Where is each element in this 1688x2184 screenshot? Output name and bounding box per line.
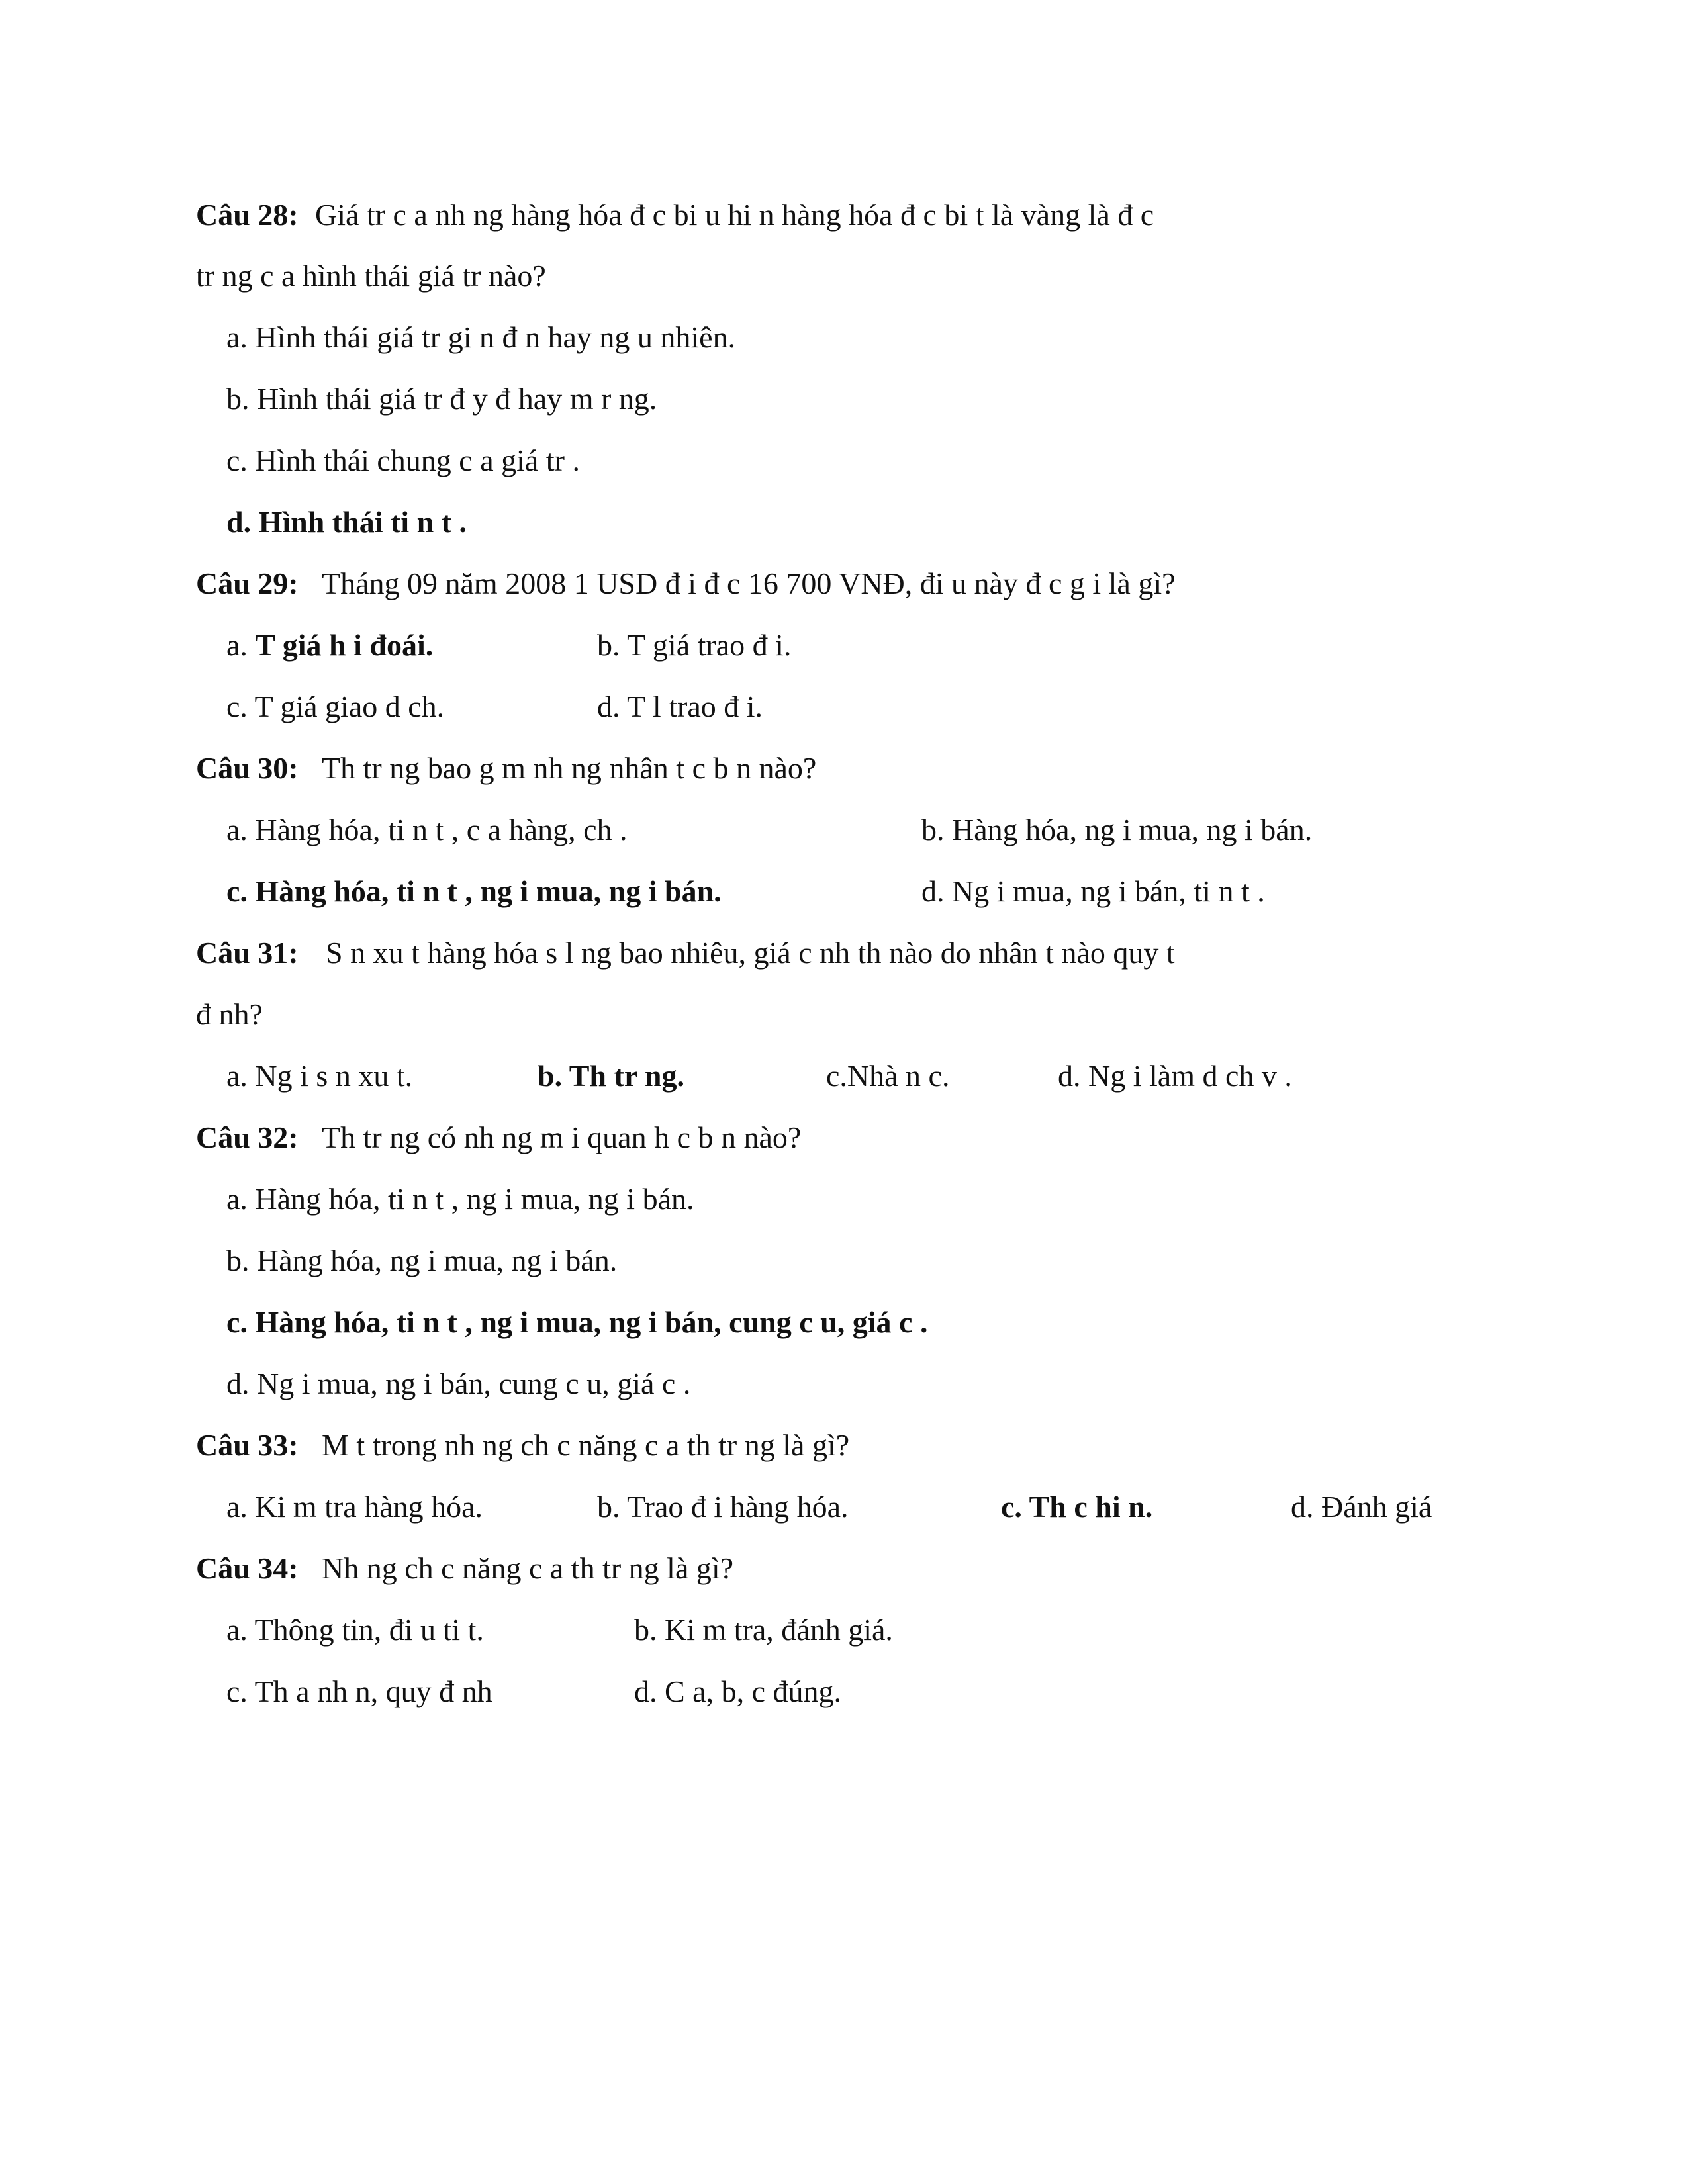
question-text: đ nh? [196, 997, 263, 1031]
answer-option: a. Ki m tra hàng hóa. [226, 1490, 483, 1524]
option-line [0, 619, 1688, 672]
question-text: Th tr ng có nh ng m i quan h c b n nào? [322, 1120, 802, 1154]
question-29 [0, 557, 1688, 610]
answer-option: c. Hình thái chung c a giá tr . [226, 443, 580, 477]
question-label: Câu 31: [196, 936, 299, 970]
answer-option: a. Hàng hóa, ti n t , ng i mua, ng i bán. [226, 1182, 694, 1216]
option-line [0, 1357, 1688, 1410]
correct-answer-option: c. Hàng hóa, ti n t , ng i mua, ng i bán. [226, 874, 722, 908]
question-28 [0, 189, 1688, 242]
answer-option: c. T giá giao d ch. [226, 690, 445, 723]
answer-option: d. Ng i mua, ng i bán, cung c u, giá c . [226, 1367, 691, 1400]
answer-option: c.Nhà n c. [826, 1059, 950, 1093]
option-line [0, 1665, 1688, 1718]
question-34 [0, 1542, 1688, 1595]
question-28-continued [0, 250, 1688, 302]
option-line [0, 1050, 1688, 1103]
question-text: Giá tr c a nh ng hàng hóa đ c bi u hi n hàng hóa đ c bi t là vàng là đ c [315, 198, 1154, 232]
question-31-continued [0, 988, 1688, 1041]
option-line [0, 373, 1688, 426]
question-text: tr ng c a hình thái giá tr nào? [196, 259, 546, 293]
answer-option: d. Ng i làm d ch v . [1058, 1059, 1292, 1093]
question-33 [0, 1419, 1688, 1472]
option-line [0, 1234, 1688, 1287]
option-line [0, 434, 1688, 487]
question-label: Câu 34: [196, 1551, 299, 1585]
question-label: Câu 28: [196, 198, 299, 232]
answer-option: c. Th a nh n, quy đ nh [226, 1674, 492, 1708]
question-32 [0, 1111, 1688, 1164]
answer-option: a. Thông tin, đi u ti t. [226, 1613, 484, 1647]
option-line [0, 1604, 1688, 1657]
correct-answer-option: d. Hình thái ti n t . [226, 505, 467, 539]
answer-option: d. T l trao đ i. [597, 690, 763, 723]
question-31 [0, 927, 1688, 979]
question-text: Tháng 09 năm 2008 1 USD đ i đ c 16 700 VNĐ, đi u này đ c g i là gì? [322, 567, 1176, 600]
answer-option: d. Ng i mua, ng i bán, ti n t . [921, 874, 1265, 908]
option-line [0, 1480, 1688, 1533]
answer-option: a. Ng i s n xu t. [226, 1059, 413, 1093]
answer-option: a. Hình thái giá tr gi n đ n hay ng u nhiên. [226, 320, 736, 354]
question-label: Câu 33: [196, 1428, 299, 1462]
question-30 [0, 742, 1688, 795]
answer-option: a. Hàng hóa, ti n t , c a hàng, ch . [226, 813, 628, 846]
question-text: Th tr ng bao g m nh ng nhân t c b n nào? [322, 751, 817, 785]
answer-option: b. Trao đ i hàng hóa. [597, 1490, 849, 1524]
correct-answer-option: c. Th c hi n. [1001, 1490, 1153, 1524]
answer-option: b. Hình thái giá tr đ y đ hay m r ng. [226, 382, 657, 416]
correct-answer-option: a. T giá h i đoái. [226, 628, 434, 662]
answer-option: b. Ki m tra, đánh giá. [634, 1613, 893, 1647]
question-text: Nh ng ch c năng c a th tr ng là gì? [322, 1551, 734, 1585]
question-text: S n xu t hàng hóa s l ng bao nhiêu, giá c nh th nào do nhân t nào quy t [326, 936, 1175, 970]
correct-answer-option: b. Th tr ng. [538, 1059, 685, 1093]
answer-option: b. Hàng hóa, ng i mua, ng i bán. [226, 1244, 618, 1277]
answer-option: b. Hàng hóa, ng i mua, ng i bán. [921, 813, 1313, 846]
question-label: Câu 32: [196, 1120, 299, 1154]
option-line [0, 803, 1688, 856]
option-line [0, 865, 1688, 918]
option-line [0, 311, 1688, 364]
question-label: Câu 29: [196, 567, 299, 600]
question-label: Câu 30: [196, 751, 299, 785]
question-text: M t trong nh ng ch c năng c a th tr ng là gì? [322, 1428, 850, 1462]
answer-option: d. Đánh giá [1291, 1490, 1432, 1524]
answer-option: d. C a, b, c đúng. [634, 1674, 842, 1708]
option-line [0, 1296, 1688, 1349]
answer-option: b. T giá trao đ i. [597, 628, 792, 662]
option-line [0, 680, 1688, 733]
option-line [0, 496, 1688, 549]
option-line [0, 1173, 1688, 1226]
correct-answer-option: c. Hàng hóa, ti n t , ng i mua, ng i bán, cung c u, giá c . [226, 1305, 928, 1339]
